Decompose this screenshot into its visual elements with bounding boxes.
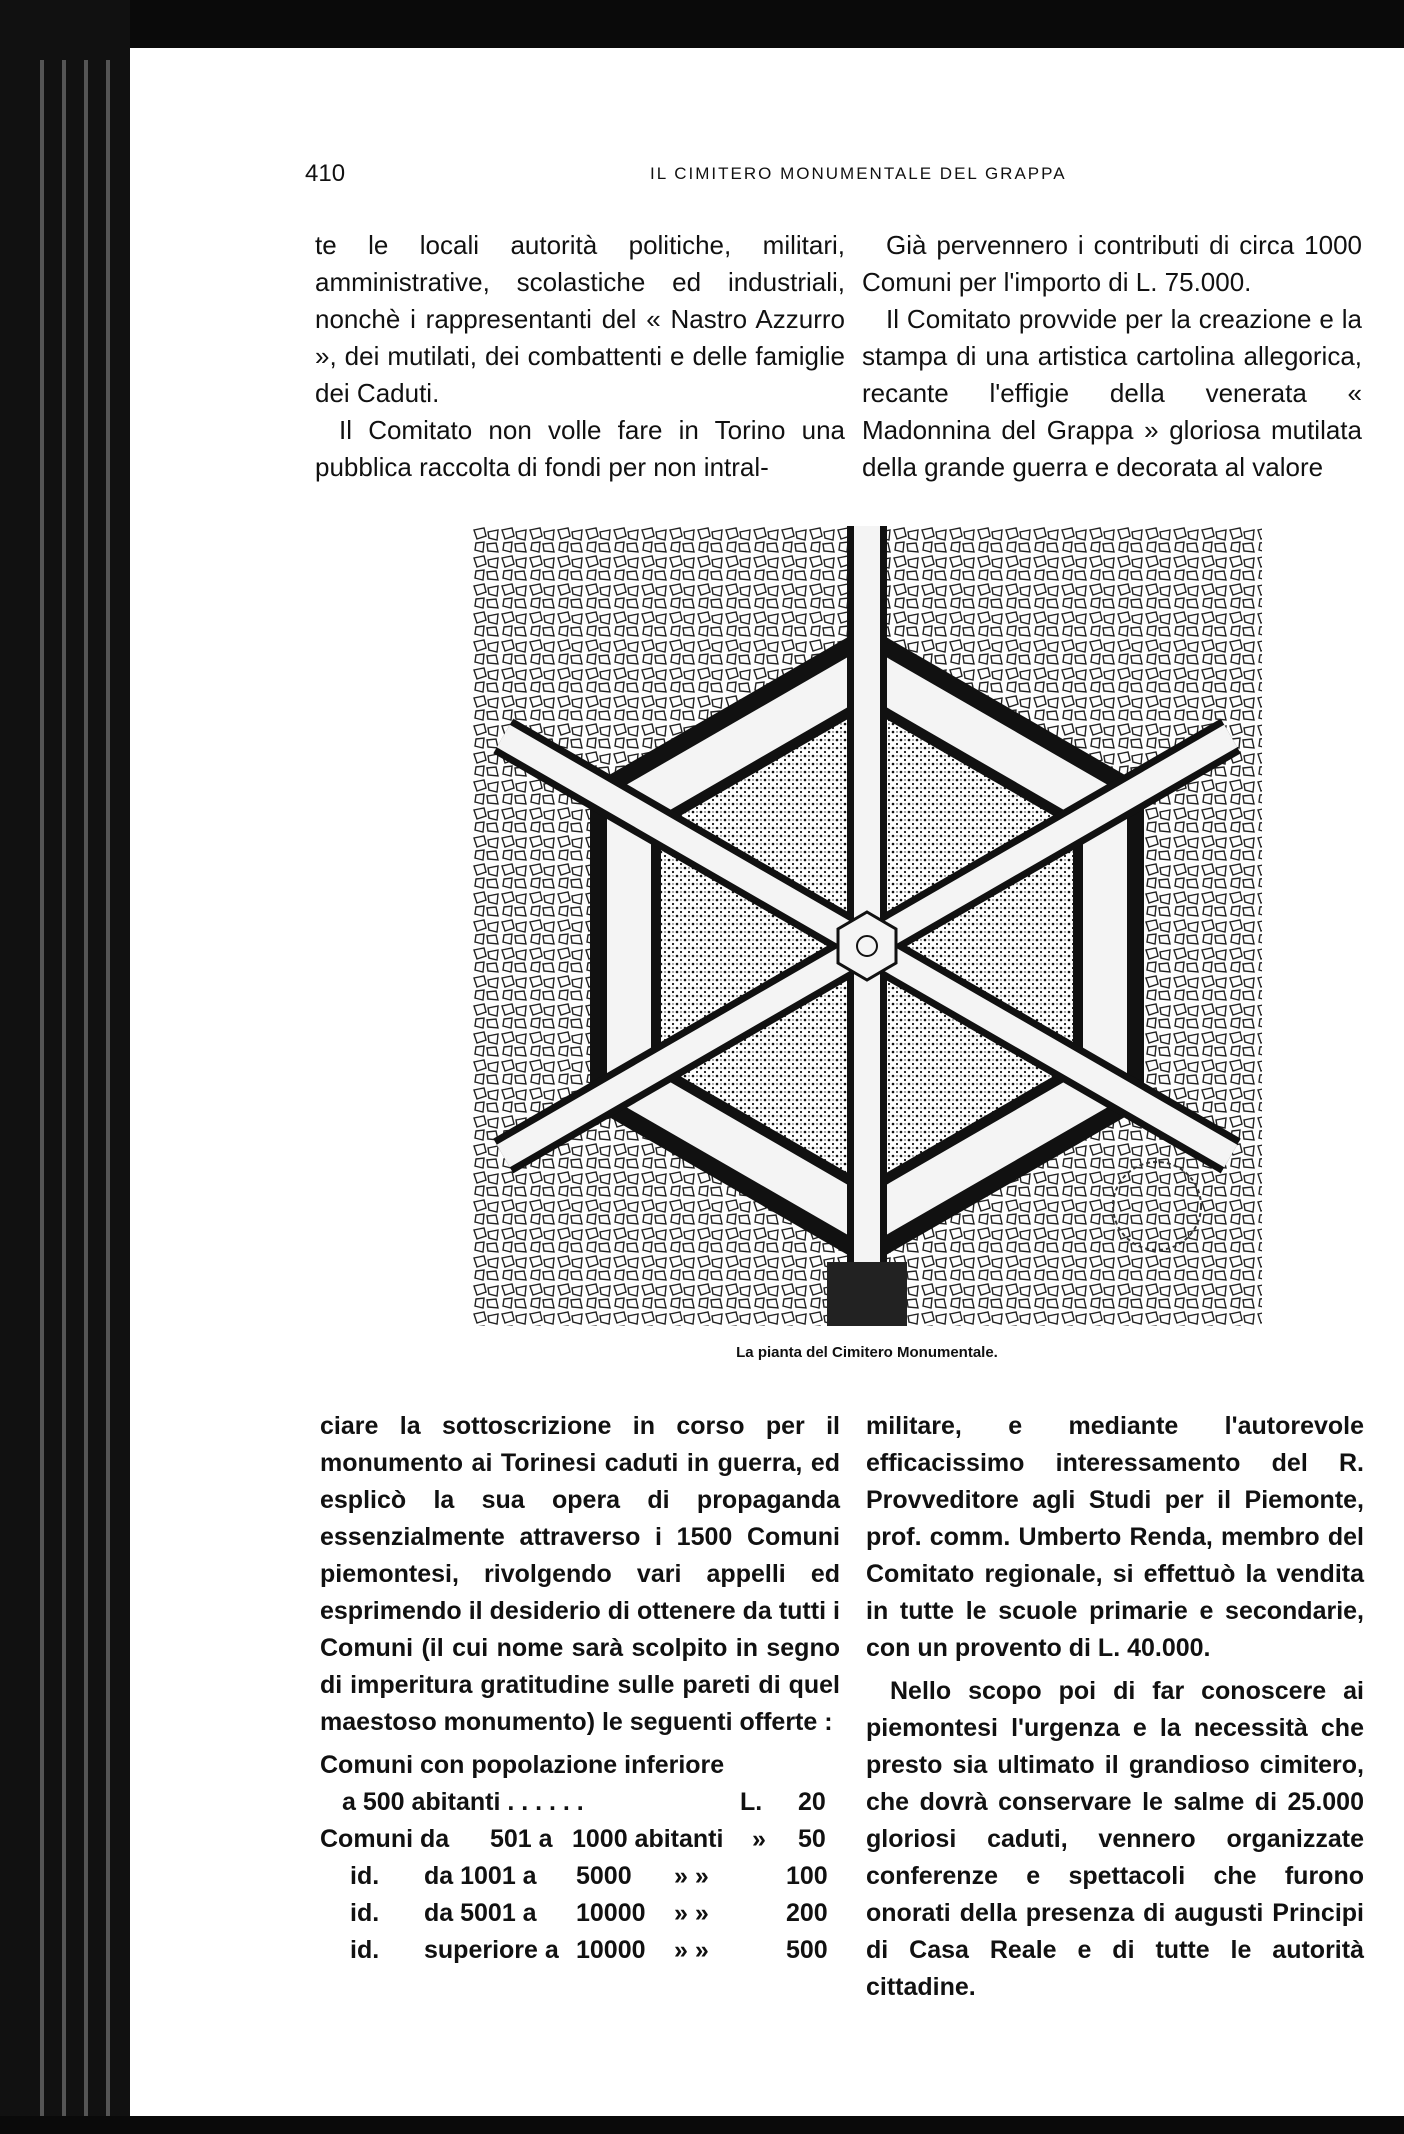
scan-page-stack-edge <box>0 0 130 2134</box>
cemetery-plan-figure <box>472 526 1262 1326</box>
bottom-right-column <box>866 1408 1364 2006</box>
paragraph: Già pervennero i contributi di circa 1000 Comuni per l'importo di L. 75.000. <box>862 230 1362 297</box>
table-cell: id. <box>350 1936 380 1964</box>
table-cell: superiore a <box>424 1936 559 1964</box>
table-row <box>320 1932 840 1969</box>
scan-top-border <box>0 0 1404 48</box>
table-cell: 500 <box>786 1936 828 1964</box>
table-cell: 200 <box>786 1899 828 1927</box>
entrance-avenue <box>827 1262 907 1326</box>
page-edge-line <box>106 60 110 2134</box>
table-cell: a 500 abitanti . . . . . . <box>342 1788 584 1816</box>
paragraph: militare, e mediante l'autorevole efficacissimo interessamento del R. Provveditore agli Studi per il Piemonte, prof. comm. Umberto Renda, membro del Comitato regionale, si effettuò la vendita in tutte le scuole primarie e secondarie, con un provento di L. 40.000. <box>866 1412 1364 1662</box>
table-row <box>320 1821 840 1858</box>
paragraph: Il Comitato non volle fare in Torino una pubblica raccolta di fondi per non intral- <box>315 415 845 482</box>
table-cell: id. <box>350 1862 380 1890</box>
table-cell: » » <box>674 1899 709 1927</box>
table-cell: » » <box>674 1936 709 1964</box>
table-cell: da 1001 a <box>424 1862 537 1890</box>
table-row <box>320 1895 840 1932</box>
top-left-column <box>315 227 845 486</box>
paragraph: te le locali autorità politiche, militari, amministrative, scolastiche ed industriali, nonchè i rappresentanti del « Nastro Azzurro », dei mutilati, dei combattenti e delle famiglie dei Caduti. <box>315 230 845 408</box>
table-cell: 10000 <box>576 1936 646 1964</box>
top-right-column <box>862 227 1362 486</box>
page-edge-line <box>62 60 66 2134</box>
running-title: IL CIMITERO MONUMENTALE DEL GRAPPA <box>650 164 1067 183</box>
page-number: 410 <box>305 160 346 187</box>
page-edge-line <box>40 60 44 2134</box>
table-cell: da 5001 a <box>424 1899 537 1927</box>
table-cell: 20 <box>798 1788 826 1816</box>
table-cell: 100 <box>786 1862 828 1890</box>
paragraph: Nello scopo poi di far conoscere ai piemontesi l'urgenza e la necessità che presto sia ultimato il grandioso cimitero, che dovrà conservare le salme di 25.000 gloriosi caduti, vennero organizzate conferenze e spettacoli che furono onorati della presenza di augusti Principi di Casa Reale e di tutte le autorità cittadine. <box>866 1677 1364 2001</box>
table-cell: 10000 <box>576 1899 646 1927</box>
table-row <box>320 1784 840 1821</box>
table-cell: L. <box>740 1788 763 1816</box>
table-cell: » » <box>674 1862 709 1890</box>
paragraph: Il Comitato provvide per la creazione e la stampa di una artistica cartolina allegorica, recante l'effigie della venerata « Madonnina del Grappa » gloriosa mutilata della grande guerra e decorata al valore <box>862 304 1362 482</box>
offer-table <box>320 1784 840 1969</box>
table-row <box>320 1858 840 1895</box>
table-cell: 501 a <box>490 1825 553 1853</box>
figure-caption: La pianta del Cimitero Monumentale. <box>736 1344 998 1361</box>
page-header <box>305 160 1365 190</box>
table-heading: Comuni con popolazione inferiore <box>320 1751 725 1779</box>
table-cell: » <box>752 1825 766 1853</box>
paragraph: ciare la sottoscrizione in corso per il monumento ai Torinesi caduti in guerra, ed esplicò la sua opera di propaganda essenzialmente attraverso i 1500 Comuni piemontesi, rivolgendo vari appelli ed esprimendo il desiderio di ottenere da tutti i Comuni (il cui nome sarà scolpito in segno di imperitura gratitudine sulle pareti di quel maestoso monumento) le seguenti offerte : <box>320 1412 840 1736</box>
table-cell: Comuni da <box>320 1825 450 1853</box>
table-cell: id. <box>350 1899 380 1927</box>
bottom-left-column <box>320 1408 840 1969</box>
table-cell: 50 <box>798 1825 826 1853</box>
table-cell: 1000 abitanti <box>572 1825 724 1853</box>
table-cell: 5000 <box>576 1862 632 1890</box>
page-edge-line <box>84 60 88 2134</box>
central-monument <box>838 912 896 980</box>
scan-bottom-border <box>0 2116 1404 2134</box>
